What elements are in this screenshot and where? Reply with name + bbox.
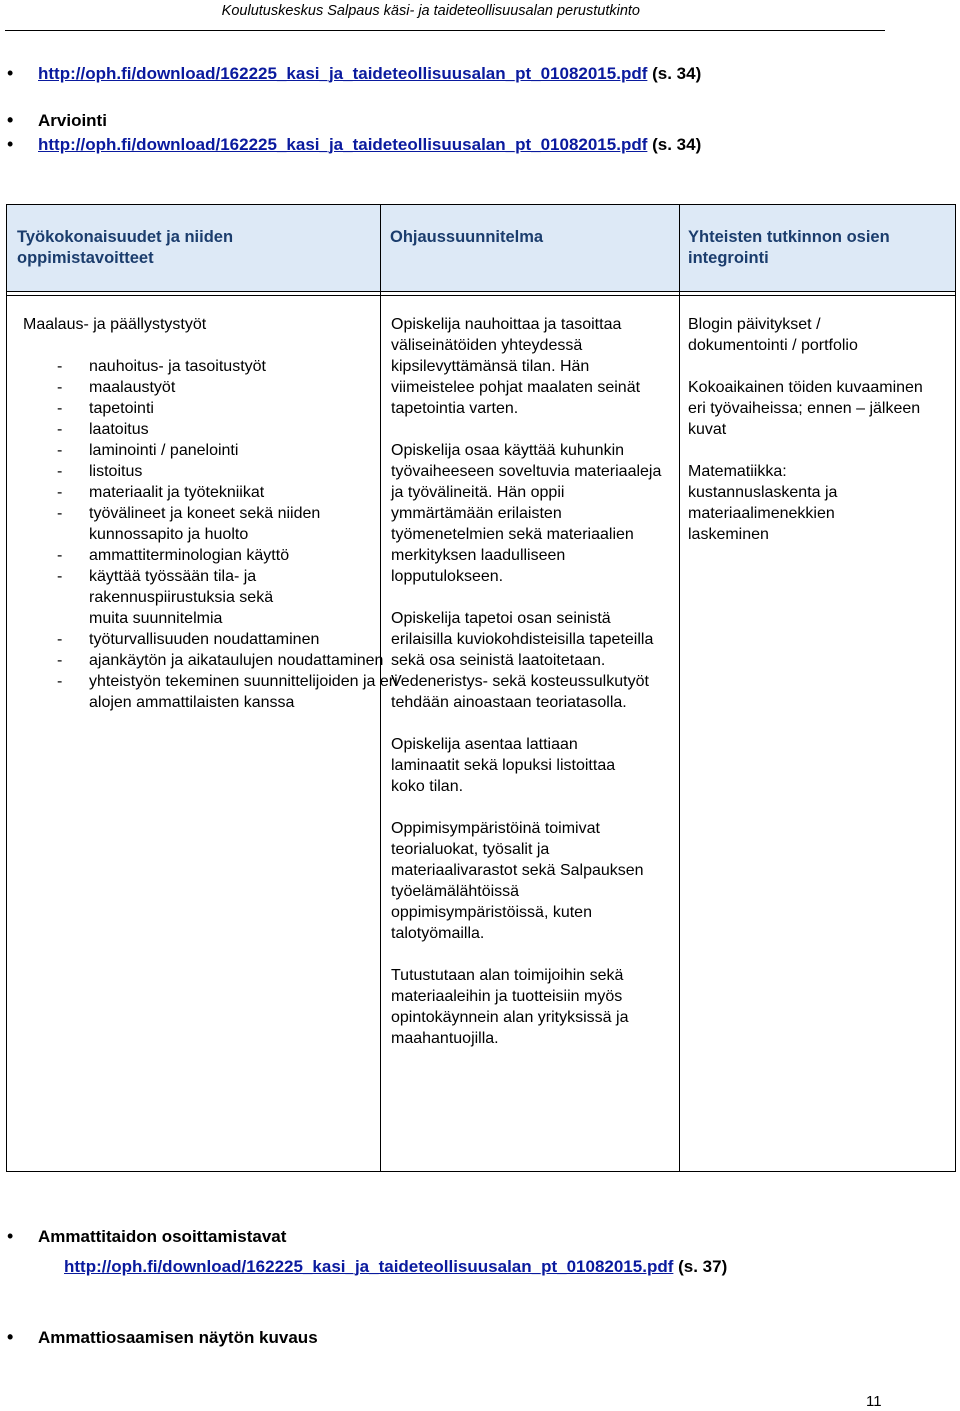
skills-demonstration-bullet-list: [0, 1327, 318, 1348]
guidance-paragraph: Oppimisympäristöinä toimivat teorialuokat, työsalit ja materiaalivarastot sekä Salpauksen työelämälähtöissä oppimisympäristöissä, kuten talotyömailla.: [391, 820, 644, 942]
list-item: - ammattiterminologian käyttö: [23, 545, 443, 566]
list-item: - työturvallisuuden noudattaminen: [23, 629, 443, 650]
curriculum-table: [6, 204, 956, 1172]
table-header-cell: [7, 205, 380, 291]
list-item: - listoitus: [23, 461, 443, 482]
header-divider: [5, 30, 885, 31]
list-item: - laatoitus: [23, 419, 443, 440]
header-col2: Ohjaussuunnitelma: [390, 228, 544, 246]
demonstration-bullet-list: [0, 1226, 727, 1277]
page-reference: (s. 34): [647, 135, 702, 154]
page-number: 11: [866, 1393, 882, 1410]
header-col1-line2: oppimistavoitteet: [17, 249, 154, 267]
guidance-paragraph: Opiskelija osaa käyttää kuhunkin työvaiheeseen soveltuvia materiaaleja ja työvälineitä. Hän oppii ymmärtämään erilaisten työmenetelmien sekä materiaalien merkityksen laadulliseen lopputulokseen.: [391, 442, 662, 585]
list-item: - ajankäytön ja aikataulujen noudattaminen: [23, 650, 443, 671]
demonstration-link[interactable]: http://oph.fi/download/162225_kasi_ja_taideteollisuusalan_pt_01082015.pdf: [64, 1257, 674, 1276]
integration-cell: [688, 314, 938, 545]
guidance-paragraph: Tutustutaan alan toimijoihin sekä materiaaleihin ja tuotteisiin myös opintokäynnein alan yrityksissä ja maahantuojilla.: [391, 967, 629, 1047]
page-reference: (s. 34): [647, 64, 702, 83]
assessment-link[interactable]: http://oph.fi/download/162225_kasi_ja_taideteollisuusalan_pt_01082015.pdf: [38, 135, 648, 154]
table-rule: [7, 291, 955, 292]
list-item: - tapetointi: [23, 398, 443, 419]
guidance-paragraph: Opiskelija nauhoittaa ja tasoittaa väliseinätöiden yhteydessä kipsilevyttämänsä tilan. Hän viimeistelee pohjat maalaten seinät tapetointia varten.: [391, 316, 641, 417]
integration-paragraph: Matematiikka: kustannuslaskenta ja materiaalimenekkien laskeminen: [688, 463, 838, 543]
work-area-list: [23, 356, 443, 713]
header-col3-line2: integrointi: [688, 249, 769, 267]
table-header-cell: [680, 205, 955, 291]
integration-paragraph: Blogin päivitykset / dokumentointi / portfolio: [688, 316, 858, 354]
bullet-item: [0, 134, 701, 155]
bullet-item-naytto: • Ammattiosaamisen näytön kuvaus: [0, 1327, 318, 1348]
list-item: - materiaalit ja työtekniikat: [23, 482, 443, 503]
guidance-plan-cell: [391, 314, 663, 1049]
guidance-paragraph: Opiskelija tapetoi osan seinistä erilaisilla kuviokohdisteisilla tapeteilla sekä osa seinistä laatoitetaan. Vedeneristys- sekä kosteussulkutyöt tehdään ainoastaan teoriatasolla.: [391, 610, 654, 711]
list-item: - maalaustyöt: [23, 377, 443, 398]
table-rule: [7, 295, 955, 296]
header-col3-line1: Yhteisten tutkinnon osien: [688, 228, 890, 246]
bullet-item: [0, 63, 701, 84]
work-area-title: Maalaus- ja päällystystyöt: [23, 316, 207, 333]
column-divider: [679, 205, 680, 1171]
list-item: - käyttää työssään tila- ja rakennuspiirustuksia sekä muita suunnitelmia: [23, 566, 299, 629]
header-col1-line1: Työkokonaisuudet ja niiden: [17, 228, 234, 246]
demonstration-heading: Ammattitaidon osoittamistavat: [38, 1227, 287, 1246]
table-header-cell: [381, 205, 679, 291]
page-header-title: Koulutuskeskus Salpaus käsi- ja taideteollisuusalan perustutkinto: [221, 3, 640, 19]
guidance-paragraph: Opiskelija asentaa lattiaan laminaatit sekä lopuksi listoittaa koko tilan.: [391, 736, 616, 795]
integration-paragraph: Kokoaikainen töiden kuvaaminen eri työvaiheissa; ennen – jälkeen kuvat: [688, 379, 923, 438]
page-reference: (s. 37): [673, 1257, 728, 1276]
list-item: - laminointi / panelointi: [23, 440, 443, 461]
list-item: - yhteistyön tekeminen suunnittelijoiden ja eri alojen ammattilaisten kanssa: [23, 671, 399, 713]
assessment-bullet-list: [0, 110, 701, 155]
work-areas-cell: [23, 314, 443, 713]
bullet-item-arviointi: • Arviointi: [0, 110, 701, 131]
list-item: - nauhoitus- ja tasoitustyöt: [23, 356, 443, 377]
curriculum-link[interactable]: http://oph.fi/download/162225_kasi_ja_taideteollisuusalan_pt_01082015.pdf: [38, 64, 648, 83]
bullet-item: [0, 1226, 727, 1277]
list-item: - työvälineet ja koneet sekä niiden kunnossapito ja huolto: [23, 503, 329, 545]
demonstration-link-line: [38, 1256, 727, 1277]
top-bullet-list: [0, 63, 701, 84]
